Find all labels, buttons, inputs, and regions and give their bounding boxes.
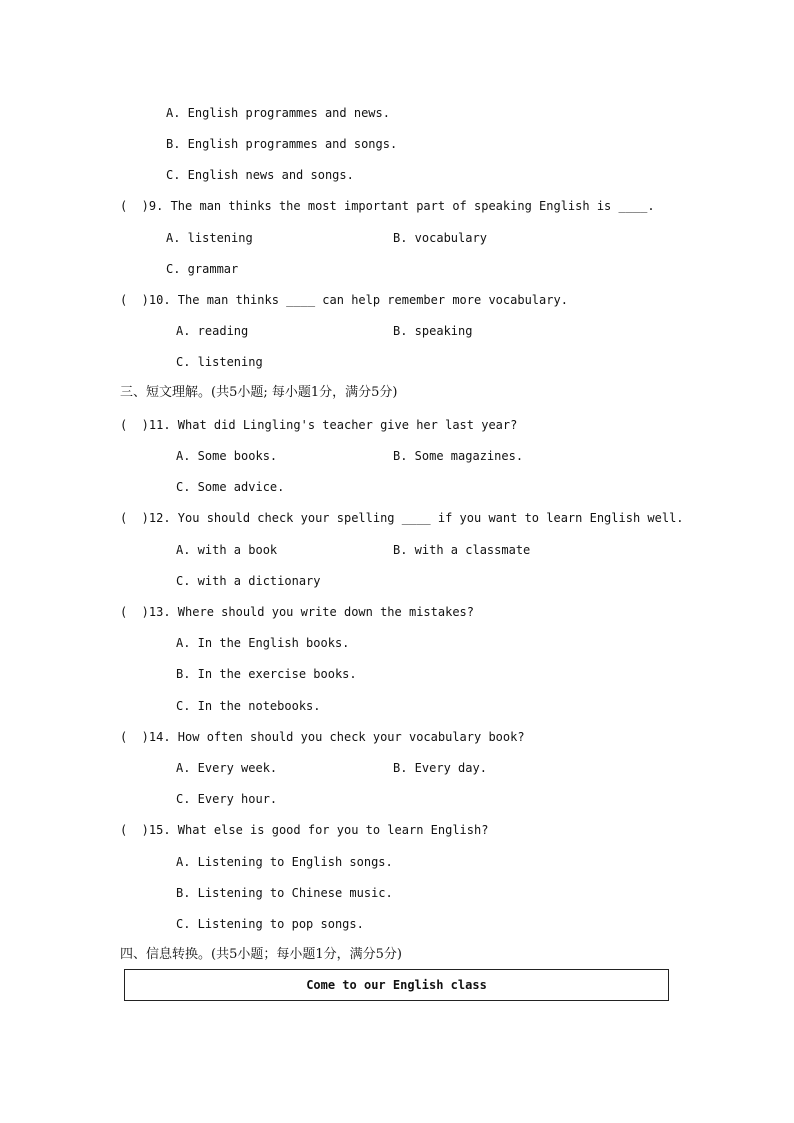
q9-stem: ( )9. The man thinks the most important part of speaking English is ____. bbox=[120, 199, 655, 213]
q11-option-b: B. Some magazines. bbox=[393, 449, 524, 463]
q11-option-a: A. Some books. bbox=[176, 449, 278, 463]
q13-option-c: C. In the notebooks. bbox=[176, 699, 321, 713]
q12-option-b: B. with a classmate bbox=[393, 543, 531, 557]
q9-option-a: A. listening bbox=[166, 231, 253, 245]
q12-stem: ( )12. You should check your spelling ____ if you want to learn English well. bbox=[120, 511, 684, 525]
q11-stem: ( )11. What did Lingling's teacher give her last year? bbox=[120, 418, 518, 432]
q8-option-c: C. English news and songs. bbox=[166, 168, 354, 182]
q10-option-c: C. listening bbox=[176, 355, 263, 369]
q14-stem: ( )14. How often should you check your vocabulary book? bbox=[120, 730, 525, 744]
q14-option-c: C. Every hour. bbox=[176, 792, 278, 806]
q13-option-b: B. In the exercise books. bbox=[176, 667, 357, 681]
info-box-title: Come to our English class bbox=[306, 978, 487, 992]
section-4-heading: 四、信息转换。(共5小题；每小题1分，满分5分) bbox=[120, 947, 402, 962]
q10-option-b: B. speaking bbox=[393, 324, 473, 338]
q15-stem: ( )15. What else is good for you to learn English? bbox=[120, 823, 489, 837]
q9-option-c: C. grammar bbox=[166, 262, 239, 276]
q15-option-a: A. Listening to English songs. bbox=[176, 855, 393, 869]
q8-option-b: B. English programmes and songs. bbox=[166, 137, 398, 151]
q10-option-a: A. reading bbox=[176, 324, 249, 338]
q9-option-b: B. vocabulary bbox=[393, 231, 487, 245]
q13-stem: ( )13. Where should you write down the mistakes? bbox=[120, 605, 475, 619]
info-box bbox=[124, 969, 669, 1001]
q12-option-a: A. with a book bbox=[176, 543, 278, 557]
q11-option-c: C. Some advice. bbox=[176, 480, 285, 494]
q15-option-c: C. Listening to pop songs. bbox=[176, 917, 364, 931]
q13-option-a: A. In the English books. bbox=[176, 636, 350, 650]
q14-option-a: A. Every week. bbox=[176, 761, 278, 775]
q8-option-a: A. English programmes and news. bbox=[166, 106, 390, 120]
q10-stem: ( )10. The man thinks ____ can help remember more vocabulary. bbox=[120, 293, 568, 307]
section-3-heading: 三、短文理解。(共5小题; 每小题1分，满分5分) bbox=[120, 385, 398, 400]
q12-option-c: C. with a dictionary bbox=[176, 574, 321, 588]
q15-option-b: B. Listening to Chinese music. bbox=[176, 886, 393, 900]
q14-option-b: B. Every day. bbox=[393, 761, 487, 775]
